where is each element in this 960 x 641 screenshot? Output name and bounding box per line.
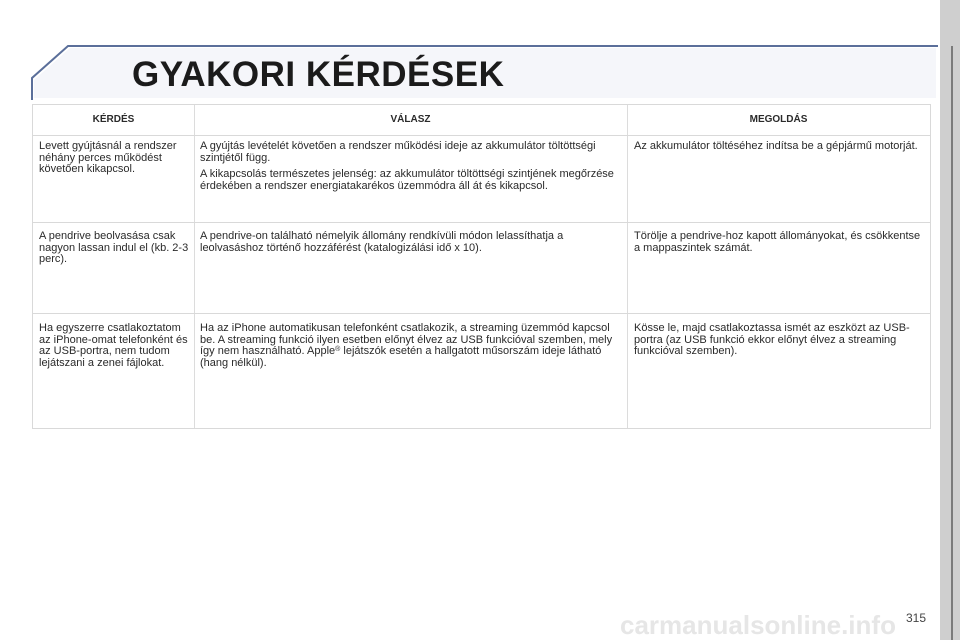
watermark: carmanualsonline.info (620, 610, 896, 640)
column-header-question: KÉRDÉS (92, 114, 135, 125)
row-divider (33, 313, 930, 314)
row-3-solution: Kösse le, majd csatlakoztassa ismét az eszközt az USB-portra (az USB funkció ekkor előnyt élvez a streaming funkcióval szemben). (634, 322, 910, 357)
row-1-answer-paragraph: A kikapcsolás természetes jelenség: az akkumulátor töltöttségi szintjének megőrzése érdekében a rendszer energiatakarékos üzemmódra áll át és kikapcsol. (200, 168, 614, 192)
page-edge-line (951, 46, 953, 640)
page-title: GYAKORI KÉRDÉSEK (132, 55, 505, 94)
column-divider (194, 105, 195, 428)
page-number: 315 (906, 611, 927, 625)
row-2-answer-paragraph: A pendrive-on található némelyik állomány rendkívüli módon lelassíthatja a leolvasáshoz történő hozzáférést (katalogizálási idő x 10). (200, 230, 564, 254)
row-divider (33, 222, 930, 223)
column-header-answer: VÁLASZ (390, 114, 431, 125)
row-3-answer (200, 323, 620, 369)
registered-mark: ® (335, 346, 341, 353)
row-3-question: Ha egyszerre csatlakoztatom az iPhone-omat telefonként és az USB-portra, nem tudom lejátszani a zenei fájlokat. (39, 322, 188, 369)
row-1-solution: Az akkumulátor töltéséhez indítsa be a gépjármű motorját. (634, 140, 918, 152)
row-2-question: A pendrive beolvasása csak nagyon lassan indul el (kb. 2-3 perc). (39, 230, 189, 265)
row-divider (33, 135, 930, 136)
column-divider (627, 105, 628, 428)
row-1-answer (200, 141, 620, 197)
row-3-answer-text: Ha az iPhone automatikusan telefonként csatlakozik, a streaming üzemmód kapcsol be. A streaming funkció ilyen esetben előnyt élvez az USB funkcióval szemben, mely így nem használható. Apple (200, 322, 613, 357)
faq-table (32, 104, 931, 429)
page-edge-strip (940, 0, 960, 640)
row-1-question: Levett gyújtásnál a rendszer néhány perces működést követően kikapcsol. (39, 140, 177, 175)
row-2-solution: Törölje a pendrive-hoz kapott állományokat, és csökkentse a mappaszintek számát. (634, 230, 921, 254)
row-3-answer-text-end: lejátszók esetén a hallgatott műsorszám ideje látható (hang nélkül). (200, 345, 602, 369)
row-2-answer (200, 231, 620, 259)
column-header-solution: MEGOLDÁS (749, 114, 808, 125)
row-1-answer-paragraph: A gyújtás levételét követően a rendszer működési ideje az akkumulátor töltöttségi szintjétől függ. (200, 140, 596, 164)
